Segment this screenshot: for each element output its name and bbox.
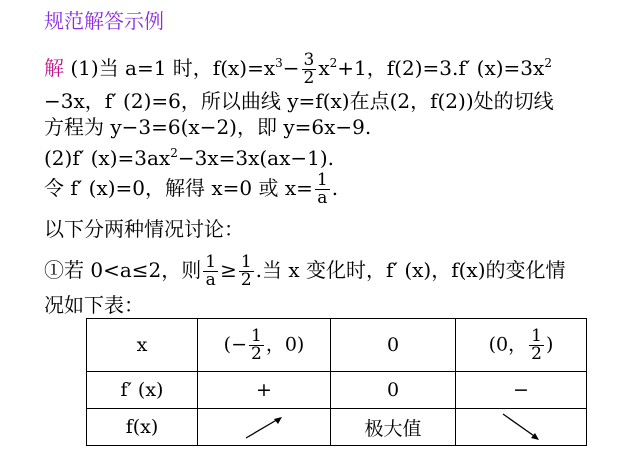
text: −3x=3x(ax−1). xyxy=(177,146,335,170)
text: (2)f′ (x)=3ax xyxy=(44,146,171,170)
denominator: 2 xyxy=(251,343,262,364)
table-cell: 极大值 xyxy=(331,409,456,446)
numerator: 1 xyxy=(316,170,328,190)
superscript: 2 xyxy=(170,146,178,160)
text: ≥ xyxy=(220,258,237,282)
table-cell: − xyxy=(456,372,587,409)
numerator: 1 xyxy=(251,325,262,346)
superscript: 2 xyxy=(544,56,552,70)
superscript: 3 xyxy=(275,56,283,70)
text: .当 x 变化时，f′ (x)，f(x)的变化情 xyxy=(255,258,566,282)
line-8: 况如下表： xyxy=(44,293,144,317)
text: ，0) xyxy=(265,333,305,355)
text: − xyxy=(282,56,300,80)
table-cell xyxy=(198,409,331,446)
table-cell: 0 xyxy=(331,372,456,409)
table-cell: + xyxy=(198,372,331,409)
denominator: a xyxy=(205,270,216,290)
line-6: 以下分两种情况讨论： xyxy=(44,217,244,241)
text: 令 f′ (x)=0，解得 x=0 或 x= xyxy=(44,176,313,200)
table-cell: f(x) xyxy=(87,409,198,446)
table-cell xyxy=(456,409,587,446)
text: (0， xyxy=(488,333,528,355)
fraction xyxy=(529,325,544,364)
fraction xyxy=(315,172,330,207)
table-cell: 0 xyxy=(331,319,456,372)
denominator: 2 xyxy=(240,270,252,290)
variation-table xyxy=(86,318,587,446)
fraction xyxy=(239,254,254,289)
line-3: 方程为 y−3=6(x−2)，即 y=6x−9. xyxy=(44,115,372,139)
numerator: 1 xyxy=(240,252,252,272)
fraction xyxy=(249,325,264,364)
table-cell xyxy=(198,319,331,372)
page-title: 规范解答示例 xyxy=(44,9,164,33)
line-2: −3x，f′ (2)=6，所以曲线 y=f(x)在点(2，f(2))处的切线 xyxy=(44,89,554,113)
numerator: 3 xyxy=(303,50,315,70)
line-4 xyxy=(44,140,334,171)
text: ①若 0<a≤2，则 xyxy=(44,258,202,282)
text: (1)当 a=1 时，f(x)=x xyxy=(70,56,276,80)
line-5 xyxy=(44,172,338,207)
fraction xyxy=(302,52,317,87)
denominator: a xyxy=(317,188,328,208)
text: ) xyxy=(545,333,554,355)
text: +1，f(2)=3.f′ (x)=3x xyxy=(337,56,545,80)
line-1 xyxy=(44,50,552,87)
line-7 xyxy=(44,254,566,289)
table-row xyxy=(87,409,587,446)
arrow-up-right-icon xyxy=(240,412,288,442)
table-cell xyxy=(456,319,587,372)
table-cell: f′ (x) xyxy=(87,372,198,409)
text: (− xyxy=(223,333,247,355)
denominator: 2 xyxy=(303,68,315,88)
table-row xyxy=(87,319,587,372)
numerator: 1 xyxy=(205,252,217,272)
text: . xyxy=(331,176,339,200)
table-cell: x xyxy=(87,319,198,372)
solution-label: 解 xyxy=(44,56,64,80)
denominator: 2 xyxy=(531,343,542,364)
fraction xyxy=(203,254,218,289)
arrow-down-right-icon xyxy=(497,410,545,444)
numerator: 1 xyxy=(531,325,542,346)
text: x xyxy=(318,56,330,80)
table-row xyxy=(87,372,587,409)
superscript: 2 xyxy=(329,56,338,70)
